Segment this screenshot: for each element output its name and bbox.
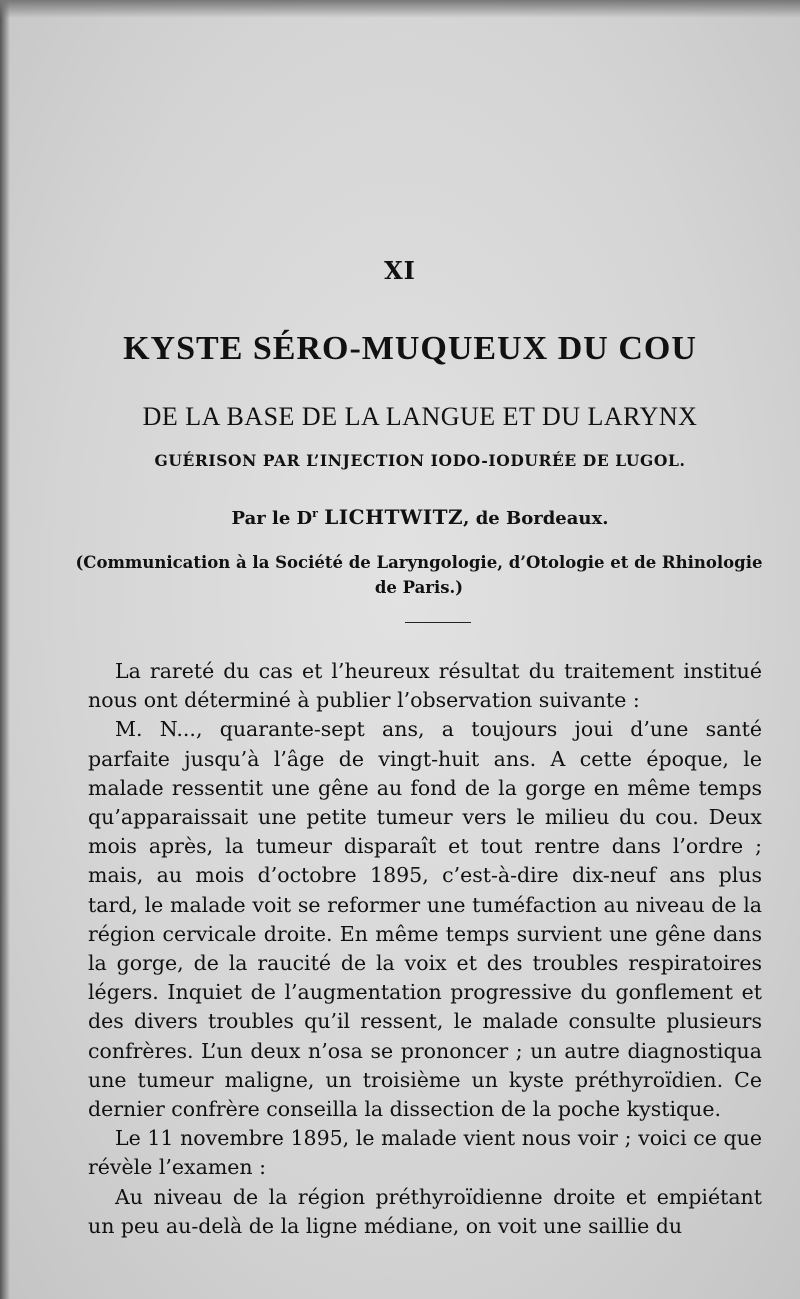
paragraph: Au niveau de la région préthyroïdienne droite et empiétant un peu au-delà de la ligne médiane, on voit une saillie du: [88, 1184, 762, 1238]
author-line: [80, 505, 760, 529]
paragraph: La rareté du cas et l’heureux résultat du traitement institué nous ont déterminé à publier l’observation suivante :: [88, 659, 762, 713]
page-top-shadow: [0, 0, 800, 18]
section-divider: [405, 622, 471, 623]
author-suffix: , de Bordeaux.: [463, 508, 609, 529]
author-prefix: Par le D: [231, 508, 313, 529]
paragraph: Le 11 novembre 1895, le malade vient nous voir ; voici ce que révèle l’examen :: [88, 1126, 762, 1180]
chapter-number: XI: [384, 256, 416, 285]
author-title-sup: r: [312, 507, 318, 520]
article-subtitle: DE LA BASE DE LA LANGUE ET DU LARYNX: [142, 402, 698, 431]
author-name: LICHTWITZ: [324, 505, 464, 529]
page-binding-shadow: [0, 0, 10, 1299]
paragraph: M. N..., quarante-sept ans, a toujours joui d’une santé parfaite jusqu’à l’âge de vingt-huit ans. A cette époque, le malade ressentit une gêne au fond de la gorge en même temps qu’apparaissait une petite tumeur vers le milieu du cou. Deux mois après, la tumeur disparaît et tout rentre dans l’ordre ; mais, au mois d’octobre 1895, c’est-à-dire dix-neuf ans plus tard, le malade voit se reformer une tuméfaction au niveau de la région cervicale droite. En même temps survient une gêne dans la gorge, de la raucité de la voix et des troubles respiratoires légers. Inquiet de l’augmentation progressive du gonflement et des divers troubles qu’il ressent, le malade consulte plusieurs confrères. L’un deux n’osa se prononcer ; un autre diagnostiqua une tumeur maligne, un troisième un kyste préthyroïdien. Ce dernier confrère conseilla la dissection de la poche kystique.: [88, 717, 762, 1122]
communication-note: (Communication à la Société de Laryngologie, d’Otologie et de Rhinologie de Paris.): [75, 553, 763, 597]
article-body: [88, 657, 762, 1241]
article-title: KYSTE SÉRO-MUQUEUX DU COU: [123, 330, 697, 367]
article-subsubtitle: GUÉRISON PAR L’INJECTION IODO-IODURÉE DE LUGOL.: [154, 451, 686, 470]
